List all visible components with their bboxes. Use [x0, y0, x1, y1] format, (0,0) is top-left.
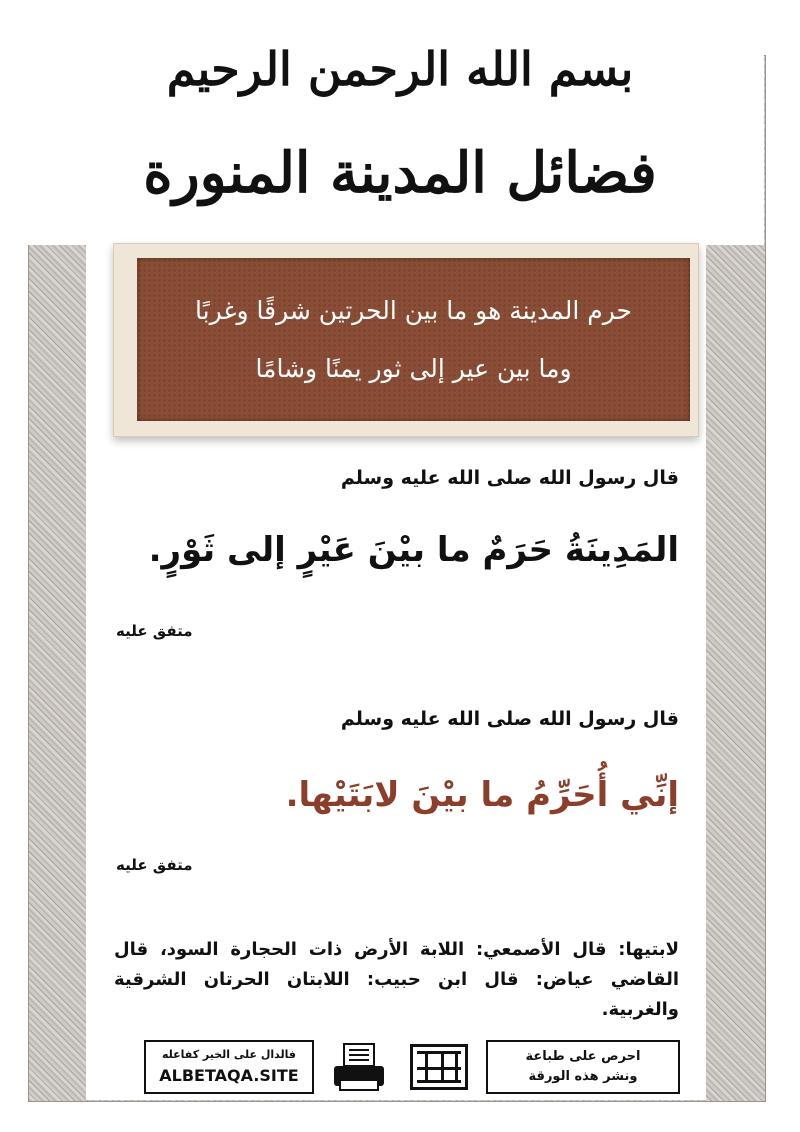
- footer-site[interactable]: ALBETAQA.SITE: [159, 1066, 299, 1085]
- footer-right-line-1: احرص على طباعة: [525, 1049, 641, 1064]
- footer-right-box: [486, 1040, 680, 1094]
- featured-text: [137, 282, 690, 398]
- logo-mark: [410, 1044, 468, 1090]
- featured-line-1: حرم المدينة هو ما بين الحرتين شرقًا وغربًا: [195, 296, 632, 325]
- basmala: بسم الله الرحمن الرحيم: [166, 42, 634, 96]
- hadith-1-intro: قال رسول الله صلى الله عليه وسلم: [340, 467, 679, 489]
- hadith-1-text: المَدِينَةُ حَرَمٌ ما بيْنَ عَيْرٍ إلى ثَوْرٍ.: [148, 530, 679, 570]
- footer-left-box: [144, 1040, 314, 1094]
- footer: [144, 1040, 680, 1094]
- footer-left-line-1: فالدال على الخير كفاعله: [161, 1048, 297, 1061]
- hadith-2-reference: متفق عليه: [116, 856, 193, 874]
- featured-line-2: وما بين عير إلى ثور يمنًا وشامًا: [255, 354, 572, 383]
- footer-right-line-2: ونشر هذه الورقة: [528, 1069, 638, 1084]
- footer-middle: [314, 1040, 486, 1094]
- hadith-2-text: إنِّي أُحَرِّمُ ما بيْنَ لابَتَيْها.: [285, 775, 679, 815]
- hadith-2-intro: قال رسول الله صلى الله عليه وسلم: [340, 708, 679, 730]
- page-title: فضائل المدينة المنورة: [143, 140, 657, 206]
- explanation-note: لابتيها: قال الأصمعي: اللابة الأرض ذات الحجارة السود، قال القاضي عياض: قال ابن حبيب: اللابتان الحرتان الشرقية والغربية.: [114, 939, 679, 1020]
- hadith-1-reference: متفق عليه: [116, 622, 193, 640]
- header-band: [28, 0, 764, 245]
